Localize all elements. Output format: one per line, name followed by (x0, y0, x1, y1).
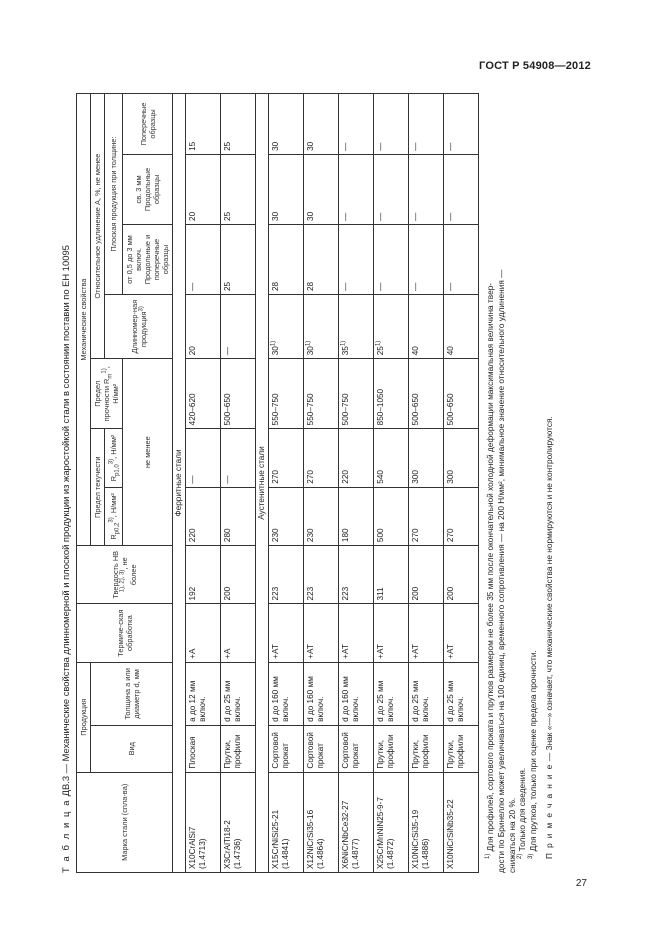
col-rp02: $R_{p0,2}^{3)}$, Н/мм² (105, 487, 123, 545)
col-type: Вид (91, 725, 173, 772)
footnote-1-cont: дости по Бринеллю может увеличиваться на 100 единиц, временного сопротивления — на 200 Н/мм², минимальное значение относительного удлинения — (495, 269, 506, 873)
footnote-1: $^{1)}$ Для профилей, сортового проката и прутков размером не более 35 мм после окончательной холодной деформации максимальная величина твер- (485, 282, 495, 859)
col-products: Продукция (77, 662, 91, 772)
col-rp10: $R_{p1,0}^{3)}$, Н/мм² (105, 429, 123, 487)
col-thickness: Толщина a или диаметр d, мм (91, 662, 173, 725)
table-row: X3CrAlTi18-2 (1.4736) Прутки, профили d до 25 мм включ. +A 200 280 — 500–650 — 25 25 25 (221, 94, 256, 873)
col-mech: Механические свойства (77, 94, 91, 546)
col-grade: Марка стали (cплa-вa) (77, 772, 173, 872)
col-long-products: Длинномер-ная продукция$^{3)}$ (105, 295, 173, 359)
table-row: X25CrMnNiN25-9-7 (1.4872) Прутки, профили d до 25 мм включ. +AT 311 500 540 850–1050 25$^{1)}$ — — — (374, 94, 409, 873)
section-ferritic: Ферритные стали (173, 94, 186, 873)
table-row: X6NiCrNbCe32-27 (1.4877) Сортовой прокат d до 160 мм включ. +AT 223 180 220 500–750 35$^{1)}$ — — — (339, 94, 374, 873)
landscape-content (60, 93, 570, 873)
footnotes (485, 101, 555, 873)
caption-text: ДВ.3 — Механические свойства длинномерной и плоской продукции из жаростойкой стали в состоянии поставки по ЕН 10095 (60, 245, 71, 799)
table-note: П р и м е ч а н и е — Знак «—» означает, что механические свойства не нормируются и не контролируются. (543, 416, 554, 859)
caption-label: Т а б л и ц а (60, 798, 71, 873)
page-number: 27 (575, 878, 587, 889)
footnote-1-end: снижаться на 20 %. (506, 797, 517, 873)
footnote-2: $^{2)}$ Только для сведения. (517, 767, 528, 859)
col-elong: Относительное удлинение А, %, не менее (91, 94, 105, 359)
footnote-3: $^{3)}$ Для прутков, только при оценке предела прочности. (528, 650, 539, 859)
table-row: X10CrAlSi7 (1.4713) Плоская a до 12 мм включ. +A 192 220 — 420–620 20 — 20 15 (186, 94, 221, 873)
col-yield: Предел текучести (91, 429, 105, 546)
mechanical-properties-table (76, 93, 479, 873)
col-heat: Термиче-ская обработка (77, 604, 173, 662)
table-row: X10NiCrSiNb35-22 Прутки, профили d до 25 мм включ. +AT 200 270 300 500–650 40 — — — (444, 94, 479, 873)
col-hardness: Твердость НB $^{1), 2), 3)}$, не более (77, 546, 173, 604)
section-austenitic: Аустенитные стали (256, 94, 269, 873)
standard-header: ГОСТ Р 54908—2012 (479, 60, 591, 72)
col-flat-trans: Поперечные образцы (123, 94, 173, 155)
col-flat-thin: от 0,5 до 3 мм включ. Продольные и поперечные образцы (123, 224, 173, 294)
table-row: X15CrNiSi25-21 (1.4841) Сортовой прокат d до 160 мм включ. +AT 223 230 270 550–750 30$^{1)}$ 28 30 30 (269, 94, 304, 873)
col-flat-products: Плоская продукция при толщине: (105, 94, 123, 295)
table-row: X10NiCrSi35-19 (1.4886) Прутки, профили d до 25 мм включ. +AT 200 270 300 500–650 40 — — — (409, 94, 444, 873)
table-caption (60, 93, 76, 873)
col-tensile: Предел прочности $R_m^{1)}$, Н/мм² (91, 359, 123, 429)
col-flat-long: св. 3 мм Продольные образцы (123, 154, 173, 224)
col-not-less: не менее (123, 359, 173, 546)
table-row: X12NiCrSi35-16 (1.4864) Сортовой прокат d до 160 мм включ. +AT 223 230 270 550–750 30$^{1)}$ 28 30 30 (304, 94, 339, 873)
